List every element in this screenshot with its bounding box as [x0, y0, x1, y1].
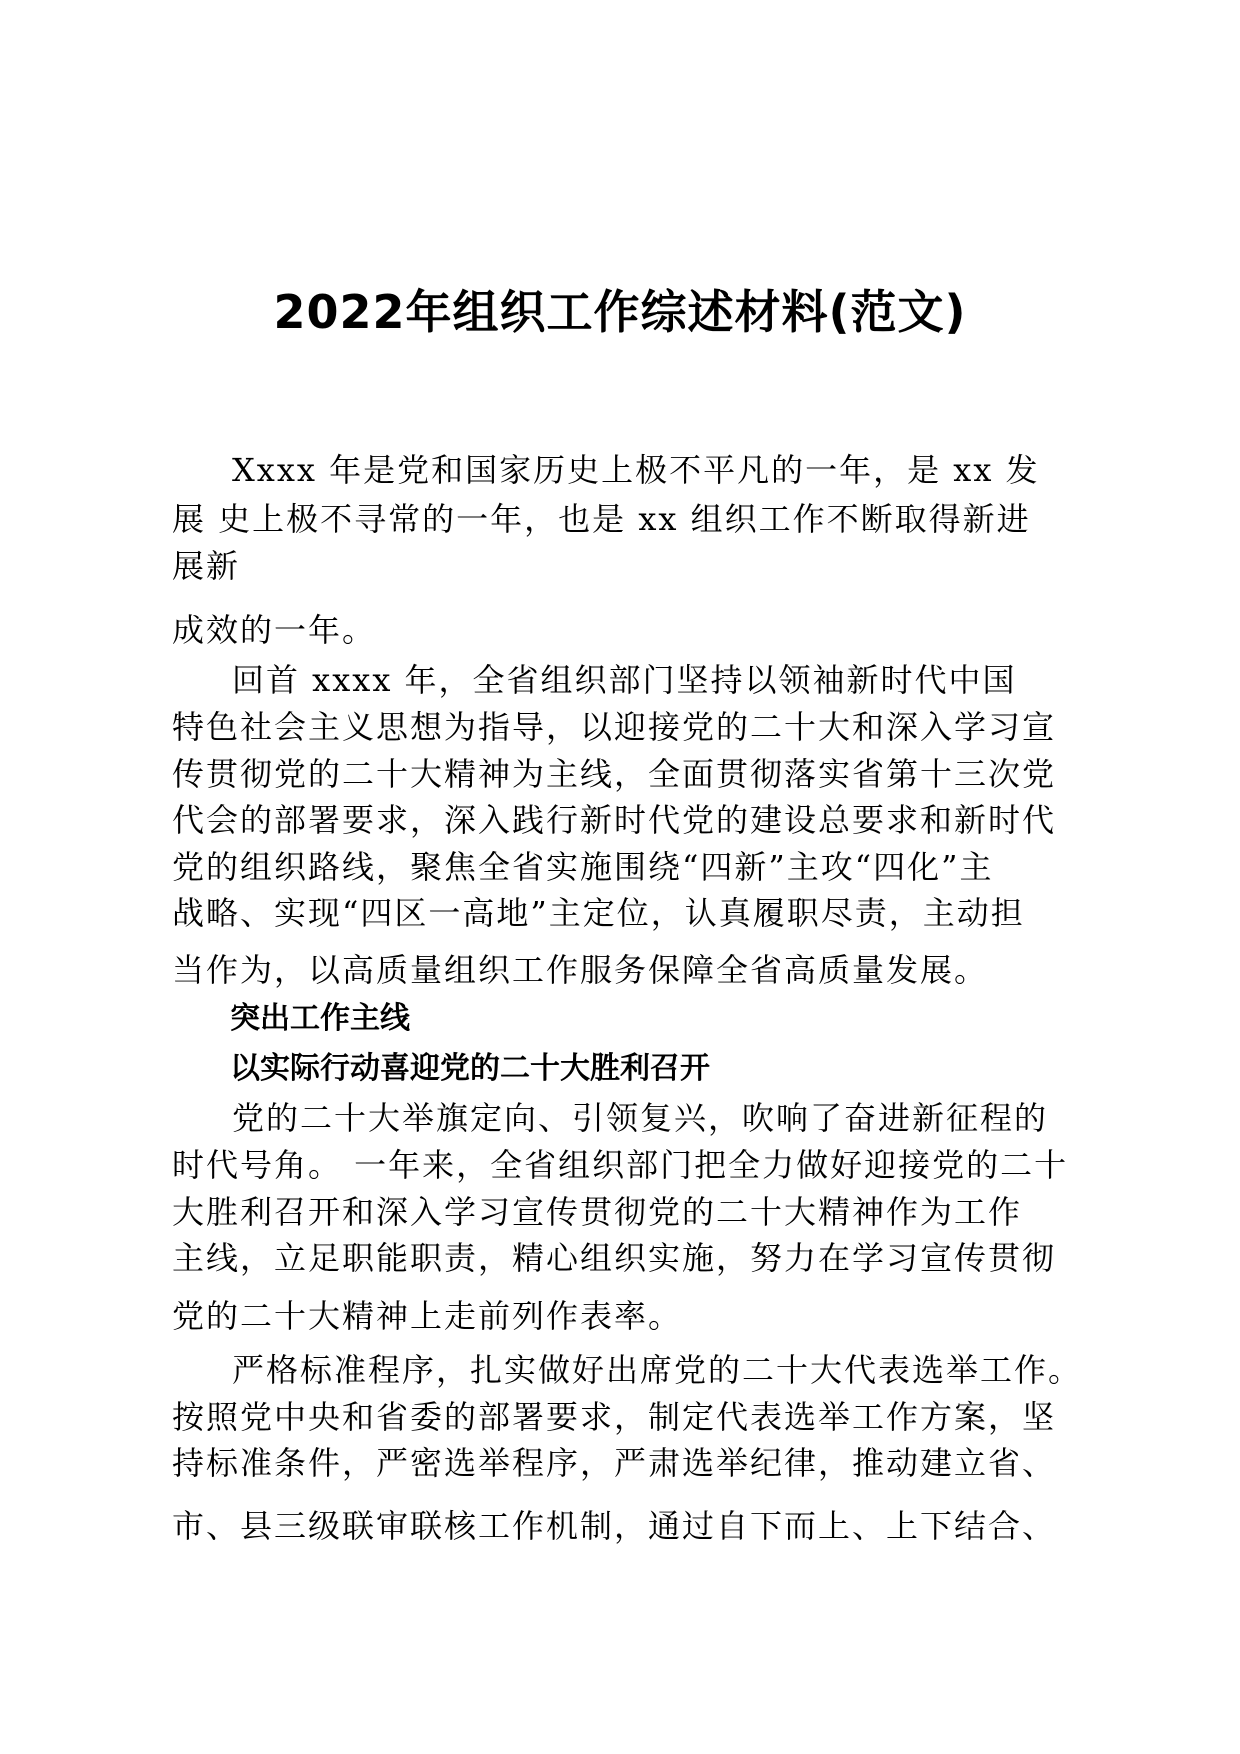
- paragraph-3-line-1: 党的二十大举旗定向、引领复兴，吹响了奋进新征程的: [232, 1099, 1049, 1137]
- paragraph-1-line-2: 展 史上极不寻常的一年，也是 xx 组织工作不断取得新进: [172, 500, 1031, 538]
- paragraph-2-line-4: 代会的部署要求，深入践行新时代党的建设总要求和新时代: [172, 801, 1057, 839]
- paragraph-4-line-3: 持标准条件，严密选举程序，严肃选举纪律，推动建立省、: [172, 1444, 1057, 1482]
- paragraph-3-line-4: 主线，立足职能职责，精心组织实施，努力在学习宣传贯彻: [172, 1239, 1057, 1277]
- paragraph-1-line-1: Xxxx 年是党和国家历史上极不平凡的一年，是 xx 发: [232, 451, 1040, 489]
- paragraph-1-line-3: 展新: [172, 547, 241, 585]
- paragraph-4-line-4: 市、县三级联审联核工作机制，通过自下而上、上下结合、: [172, 1507, 1057, 1545]
- paragraph-4-line-1: 严格标准程序，扎实做好出席党的二十大代表选举工作。: [232, 1351, 1083, 1389]
- subsection-heading: 以实际行动喜迎党的二十大胜利召开: [230, 1051, 710, 1086]
- section-heading: 突出工作主线: [230, 1001, 410, 1036]
- paragraph-2-line-6: 战略、实现“四区一高地”主定位，认真履职尽责，主动担: [172, 894, 1025, 932]
- paragraph-4-line-2: 按照党中央和省委的部署要求，制定代表选举工作方案，坚: [172, 1398, 1057, 1436]
- paragraph-2-line-5: 党的组织路线，聚焦全省实施围绕“四新”主攻“四化”主: [172, 848, 994, 886]
- paragraph-2-line-1: 回首 xxxx 年，全省组织部门坚持以领袖新时代中国: [232, 661, 1017, 699]
- paragraph-2-line-2: 特色社会主义思想为指导，以迎接党的二十大和深入学习宣: [172, 708, 1057, 746]
- paragraph-3-line-3: 大胜利召开和深入学习宣传贯彻党的二十大精神作为工作: [172, 1193, 1023, 1231]
- paragraph-2-line-3: 传贯彻党的二十大精神为主线，全面贯彻落实省第十三次党: [172, 755, 1057, 793]
- paragraph-3-line-2: 时代号角。 一年来，全省组织部门把全力做好迎接党的二十: [172, 1146, 1069, 1184]
- document-title: 2022年组织工作综述材料(范文): [273, 285, 967, 339]
- paragraph-3-line-5: 党的二十大精神上走前列作表率。: [172, 1297, 683, 1335]
- paragraph-1-line-4: 成效的一年。: [172, 611, 377, 649]
- paragraph-2-line-7: 当作为，以高质量组织工作服务保障全省高质量发展。: [172, 951, 989, 989]
